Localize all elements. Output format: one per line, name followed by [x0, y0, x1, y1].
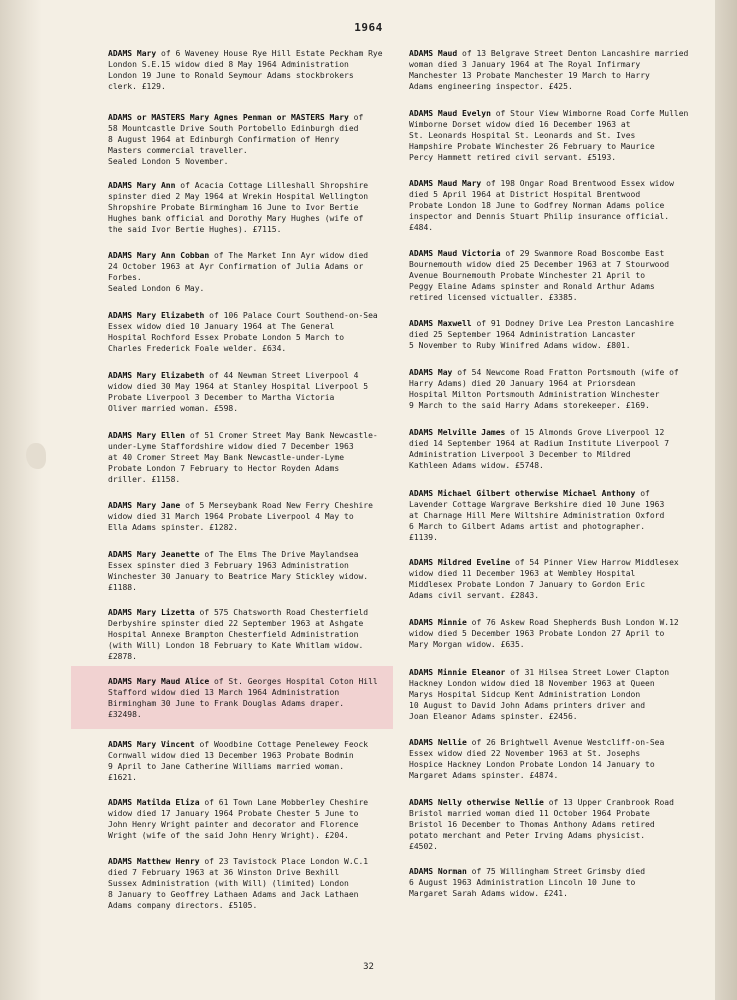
entry-line: of 31 Hilsea Street Lower Clapton — [510, 668, 670, 677]
entry-line: 9 April to Jane Catherine Williams married woman. — [108, 762, 345, 771]
entry-name: ADAMS Nellie — [409, 738, 467, 747]
entry-line: £1139. — [409, 533, 438, 542]
entry-adams-maud-victoria — [409, 248, 669, 303]
entry-name: ADAMS Mary — [108, 49, 157, 58]
entry-name: ADAMS Mary Ann — [108, 181, 176, 190]
entry-name: ADAMS Minnie — [409, 618, 467, 627]
entry-adams-maud-evelyn — [409, 108, 688, 163]
entry-adams-mary-elizabeth-southend — [108, 310, 378, 354]
entry-line: Probate Liverpool 3 December to Martha Victoria — [108, 393, 335, 402]
entry-line: Oliver married woman. £598. — [108, 404, 239, 413]
entry-line: Shropshire Probate Birmingham 16 June to Ivor Bertie — [108, 203, 359, 212]
entry-adams-maxwell — [409, 318, 674, 351]
entry-line: of 15 Almonds Grove Liverpool 12 — [510, 428, 665, 437]
entry-line: Hospital Annexe Brampton Chesterfield Administration — [108, 630, 359, 639]
entry-line: Adams company directors. £5105. — [108, 901, 258, 910]
entry-line: 5 November to Ruby Winifred Adams widow. £801. — [409, 341, 631, 350]
entry-line: Cornwall widow died 13 December 1963 Probate Bodmin — [108, 751, 354, 760]
entry-name: ADAMS Maud Evelyn — [409, 109, 491, 118]
entry-adams-mary — [108, 48, 383, 92]
entry-name: ADAMS Mary Jane — [108, 501, 181, 510]
entry-line: £1621. — [108, 773, 137, 782]
entry-adams-mary-maud-alice — [108, 676, 378, 720]
entry-line: £484. — [409, 223, 434, 232]
entry-line: Birmingham 30 June to Frank Douglas Adams draper. — [108, 699, 345, 708]
entry-line: £2878. — [108, 652, 137, 661]
entry-line: widow died 11 December 1963 at Wembley Hospital — [409, 569, 636, 578]
entry-name: ADAMS Maud Victoria — [409, 249, 501, 258]
entry-line: Margaret Sarah Adams widow. £241. — [409, 889, 568, 898]
entry-adams-mary-lizetta — [108, 607, 368, 662]
entry-line: spinster died 2 May 1964 at Wrekin Hospital Wellington — [108, 192, 369, 201]
entry-line: Sealed London 6 May. — [108, 284, 205, 293]
entry-line: of 44 Newman Street Liverpool 4 — [209, 371, 359, 380]
entry-line: widow died 30 May 1964 at Stanley Hospital Liverpool 5 — [108, 382, 369, 391]
entry-adams-matilda-eliza — [108, 797, 368, 841]
entry-line: Essex widow died 22 November 1963 at St. Josephs — [409, 749, 641, 758]
entry-line: of 29 Swanmore Road Boscombe East — [505, 249, 665, 258]
entry-line: Wright (wife of the said John Henry Wright). £204. — [108, 831, 349, 840]
entry-line: John Henry Wright painter and decorator and Florence — [108, 820, 359, 829]
entry-name: ADAMS Matilda Eliza — [108, 798, 200, 807]
entry-line: of 61 Town Lane Mobberley Cheshire — [204, 798, 369, 807]
entry-line: died 25 September 1964 Administration Lancaster — [409, 330, 636, 339]
entry-name: ADAMS Melville James — [409, 428, 506, 437]
entry-line: Administration Liverpool 3 December to Mildred — [409, 450, 631, 459]
entry-line: inspector and Dennis Stuart Philip insurance official. — [409, 212, 670, 221]
entry-adams-michael-gilbert — [409, 488, 664, 543]
entry-line: Probate London 7 February to Hector Royden Adams — [108, 464, 340, 473]
entry-line: Bournemouth widow died 25 December 1963 at 7 Stourwood — [409, 260, 670, 269]
entry-name: ADAMS or MASTERS Mary Agnes Penman or MASTERS Mary — [108, 113, 349, 122]
entry-line: 10 August to David John Adams printers driver and — [409, 701, 646, 710]
entry-adams-mary-vincent — [108, 739, 368, 783]
entry-adams-may — [409, 367, 679, 411]
entry-name: ADAMS Mary Elizabeth — [108, 371, 205, 380]
entry-line: £32498. — [108, 710, 142, 719]
entry-line: Bristol married woman died 11 October 1964 Probate — [409, 809, 650, 818]
entry-adams-mildred-eveline — [409, 557, 679, 601]
entry-line: the said Ivor Bertie Hughes). £7115. — [108, 225, 282, 234]
entry-line: Stafford widow died 13 March 1964 Administration — [108, 688, 340, 697]
entry-line: widow died 31 March 1964 Probate Liverpool 4 May to — [108, 512, 354, 521]
entry-name: ADAMS Matthew Henry — [108, 857, 200, 866]
entry-line: 8 January to Geoffrey Lathaen Adams and Jack Lathaen — [108, 890, 359, 899]
entry-line: Marys Hospital Sidcup Kent Administration London — [409, 690, 641, 699]
entry-line: Derbyshire spinster died 22 September 1963 at Ashgate — [108, 619, 364, 628]
entry-line: Essex spinster died 3 February 1963 Administration — [108, 561, 349, 570]
entry-line: London S.E.15 widow died 8 May 1964 Administration — [108, 60, 349, 69]
entry-name: ADAMS Mary Elizabeth — [108, 311, 205, 320]
page-number: 32 — [363, 962, 374, 972]
entry-name: ADAMS Mary Ann Cobban — [108, 251, 210, 260]
entry-line: Manchester 13 Probate Manchester 19 March to Harry — [409, 71, 650, 80]
entry-line: Masters commercial traveller. — [108, 146, 248, 155]
entry-adams-maud — [409, 48, 688, 92]
entry-line: of 23 Tavistock Place London W.C.1 — [204, 857, 369, 866]
entry-line: died 7 February 1963 at 36 Winston Drive Bexhill — [108, 868, 340, 877]
entry-line: of 5 Merseybank Road New Ferry Cheshire — [185, 501, 373, 510]
paper-smudge — [26, 443, 46, 469]
entry-line: of Woodbine Cottage Penelewey Feock — [199, 740, 369, 749]
entry-line: 6 August 1963 Administration Lincoln 10 June to — [409, 878, 636, 887]
entry-line: Hampshire Probate Winchester 26 February to Maurice — [409, 142, 655, 151]
entry-line: Margaret Adams spinster. £4874. — [409, 771, 559, 780]
entry-line: of The Elms The Drive Maylandsea — [204, 550, 359, 559]
entry-name: ADAMS Mary Jeanette — [108, 550, 200, 559]
entry-name: ADAMS Mary Lizetta — [108, 608, 195, 617]
entry-line: under-Lyme Staffordshire widow died 7 December 1963 — [108, 442, 354, 451]
entry-line: driller. £1158. — [108, 475, 181, 484]
entry-adams-nelly — [409, 797, 674, 852]
entry-line: retired licensed victualler. £3385. — [409, 293, 578, 302]
entry-name: ADAMS Mary Ellen — [108, 431, 186, 440]
entry-adams-mary-elizabeth-liverpool — [108, 370, 368, 414]
entry-name: ADAMS Mildred Eveline — [409, 558, 511, 567]
entry-line: of 575 Chatsworth Road Chesterfield — [199, 608, 369, 617]
entry-adams-mary-jeanette — [108, 549, 368, 593]
entry-line: (with Will) London 18 February to Kate Whitlam widow. — [108, 641, 364, 650]
entry-line: St. Leonards Hospital St. Leonards and St. Ives — [409, 131, 636, 140]
entry-line: of 106 Palace Court Southend-on-Sea — [209, 311, 378, 320]
entry-adams-nellie — [409, 737, 664, 781]
entry-line: of 76 Askew Road Shepherds Bush London W.12 — [471, 618, 679, 627]
entry-line: £1188. — [108, 583, 137, 592]
entry-line: Harry Adams) died 20 January 1964 at Priorsdean — [409, 379, 636, 388]
entry-line: widow died 5 December 1963 Probate London 27 April to — [409, 629, 665, 638]
entry-line: of The Market Inn Ayr widow died — [213, 251, 369, 260]
entry-line: of — [353, 113, 364, 122]
entry-line: of St. Georges Hospital Coton Hill — [213, 677, 378, 686]
entry-name: ADAMS Nelly otherwise Nellie — [409, 798, 544, 807]
entry-line: 58 Mountcastle Drive South Portobello Edinburgh died — [108, 124, 359, 133]
entry-adams-melville-james — [409, 427, 669, 471]
entry-line: Percy Hammett retired civil servant. £5193. — [409, 153, 617, 162]
entry-line: Probate London 18 June to Godfrey Norman Adams police — [409, 201, 665, 210]
entry-line: of 75 Willingham Street Grimsby died — [471, 867, 646, 876]
entry-line: of — [640, 489, 650, 498]
entry-line: Essex widow died 10 January 1964 at The General — [108, 322, 335, 331]
entry-line: of 54 Pinner View Harrow Middlesex — [514, 558, 679, 567]
page-gutter-shadow — [0, 0, 42, 1000]
entry-line: Forbes. — [108, 273, 142, 282]
entry-line: Hackney London widow died 18 November 1963 at Queen — [409, 679, 655, 688]
page-year-header: 1964 — [354, 21, 383, 34]
entry-line: clerk. £129. — [108, 82, 166, 91]
entry-line: Hospital Milton Portsmouth Administration Winchester — [409, 390, 660, 399]
entry-name: ADAMS May — [409, 368, 453, 377]
entry-line: Adams engineering inspector. £425. — [409, 82, 573, 91]
entry-line: Hospital Rochford Essex Probate London 5 March to — [108, 333, 345, 342]
entry-adams-maud-mary — [409, 178, 674, 233]
entry-line: potato merchant and Peter Irving Adams physicist. — [409, 831, 646, 840]
entry-line: of 91 Dodney Drive Lea Preston Lancashire — [476, 319, 674, 328]
entry-line: Avenue Bournemouth Probate Winchester 21 April to — [409, 271, 646, 280]
entry-line: 8 August 1964 at Edinburgh Confirmation of Henry — [108, 135, 340, 144]
entry-line: died 14 September 1964 at Radium Institute Liverpool 7 — [409, 439, 670, 448]
entry-line: of 198 Ongar Road Brentwood Essex widow — [486, 179, 674, 188]
entry-adams-minnie — [409, 617, 679, 650]
entry-line: of 26 Brightwell Avenue Westcliff-on-Sea — [471, 738, 665, 747]
entry-line: Ella Adams spinster. £1282. — [108, 523, 239, 532]
entry-line: of Stour View Wimborne Road Corfe Mullen — [495, 109, 689, 118]
entry-adams-mary-ann — [108, 180, 368, 235]
entry-adams-minnie-eleanor — [409, 667, 669, 722]
entry-line: Kathleen Adams widow. £5748. — [409, 461, 544, 470]
entry-name: ADAMS Maud — [409, 49, 458, 58]
entry-line: 9 March to the said Harry Adams storekeeper. £169. — [409, 401, 650, 410]
entry-name: ADAMS Maud Mary — [409, 179, 482, 188]
entry-line: Peggy Elaine Adams spinster and Ronald Arthur Adams — [409, 282, 655, 291]
entry-line: London 19 June to Ronald Seymour Adams stockbrokers — [108, 71, 354, 80]
entry-line: Mary Morgan widow. £635. — [409, 640, 525, 649]
entry-line: Charles Frederick Foale welder. £634. — [108, 344, 287, 353]
entry-line: widow died 17 January 1964 Probate Chester 5 June to — [108, 809, 359, 818]
entry-line: Winchester 30 January to Beatrice Mary Stickley widow. — [108, 572, 369, 581]
entry-line: Sealed London 5 November. — [108, 157, 229, 166]
entry-line: 24 October 1963 at Ayr Confirmation of Julia Adams or — [108, 262, 364, 271]
entry-line: of Acacia Cottage Lilleshall Shropshire — [180, 181, 369, 190]
entry-line: of 6 Waveney House Rye Hill Estate Peckham Rye — [161, 49, 383, 58]
entry-line: of 13 Upper Cranbrook Road — [548, 798, 674, 807]
entry-line: at Charnage Hill Mere Wiltshire Administration Oxford — [409, 511, 665, 520]
entry-line: Wimborne Dorset widow died 16 December 1963 at — [409, 120, 631, 129]
entry-adams-mary-ann-cobban — [108, 250, 368, 294]
entry-line: 6 March to Gilbert Adams artist and photographer. — [409, 522, 646, 531]
page-edge — [715, 0, 737, 1000]
entry-adams-mary-ellen — [108, 430, 378, 485]
entry-adams-or-masters-mary-agnes — [108, 112, 363, 167]
entry-adams-norman — [409, 866, 645, 899]
entry-line: Bristol 16 December to Thomas Anthony Adams retired — [409, 820, 655, 829]
entry-line: of 13 Belgrave Street Denton Lancashire married — [462, 49, 689, 58]
entry-line: Middlesex Probate London 7 January to Gordon Eric — [409, 580, 646, 589]
entry-line: Hospice Hackney London Probate London 14 January to — [409, 760, 655, 769]
entry-line: woman died 3 January 1964 at The Royal Infirmary — [409, 60, 641, 69]
entry-name: ADAMS Norman — [409, 867, 467, 876]
entry-adams-mary-jane — [108, 500, 373, 533]
entry-line: of 54 Newcome Road Fratton Portsmouth (wife of — [457, 368, 679, 377]
entry-line: Sussex Administration (with Will) (limited) London — [108, 879, 349, 888]
entry-line: of 51 Cromer Street May Bank Newcastle- — [189, 431, 378, 440]
entry-name: ADAMS Minnie Eleanor — [409, 668, 506, 677]
entry-line: Hughes bank official and Dorothy Mary Hughes (wife of — [108, 214, 364, 223]
entry-line: Lavender Cottage Wargrave Berkshire died 10 June 1963 — [409, 500, 665, 509]
entry-line: at 40 Cromer Street May Bank Newcastle-under-Lyme — [108, 453, 345, 462]
entry-name: ADAMS Mary Vincent — [108, 740, 195, 749]
entry-name: ADAMS Michael Gilbert otherwise Michael Anthony — [409, 489, 636, 498]
entry-line: Joan Eleanor Adams spinster. £2456. — [409, 712, 578, 721]
entry-line: Adams civil servant. £2843. — [409, 591, 540, 600]
entry-adams-matthew-henry — [108, 856, 368, 911]
entry-name: ADAMS Mary Maud Alice — [108, 677, 210, 686]
entry-line: £4502. — [409, 842, 438, 851]
entry-line: died 5 April 1964 at District Hospital Brentwood — [409, 190, 641, 199]
entry-name: ADAMS Maxwell — [409, 319, 472, 328]
